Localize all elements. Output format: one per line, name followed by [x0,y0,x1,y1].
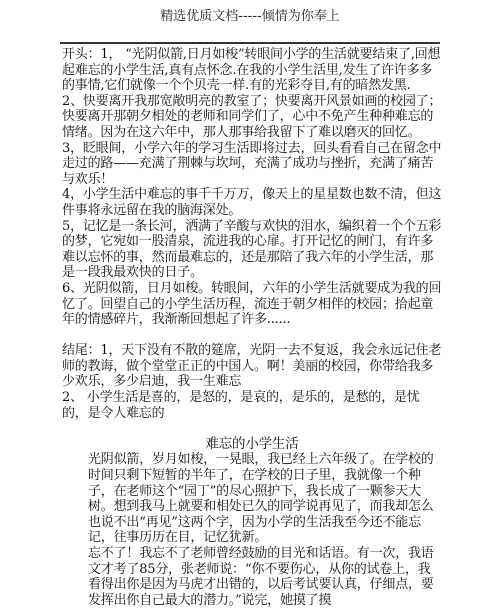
opening-paragraph-2: 2、快要离开我那宽敞明亮的教室了；快要离开风景如画的校园了；快要离开那朝夕相处的老师和同学们了，心中不免产生种种难忘的情绪。因为在这六年中，那人那事给我留下了难以磨灭的回忆。 [62,93,442,140]
opening-paragraph-3: 3，眨眼间，小学六年的学习生活即将过去，回头看看自己在留念中走过的路——充满了荆棘与坎坷，充满了成功与挫折，充满了痛苦与欢乐！ [62,140,442,187]
header-divider [60,42,440,44]
closing-paragraph-1: 结尾：1，天下没有不散的筵席，光阴一去不复返，我会永远记住老师的教诲，做个堂堂正正的中国人。啊！美丽的校园，你带给我多少欢乐，多少启迪，我一生难忘 [62,343,442,390]
opening-paragraph-5: 5，记忆是一条长河，洒满了辛酸与欢快的泪水，编织着一个个五彩的梦，它宛如一股清泉，流进我的心扉。打开记忆的闸门，有许多难以忘怀的事，然而最难忘的，还是那陪了我六年的小学生活，那是一段我最欢快的日子。 [62,218,442,281]
opening-paragraph-4: 4，小学生活中难忘的事千千万万，像天上的星星数也数不清，但这件事将永远留在我的脑海深处。 [62,187,442,218]
header-text: 精选优质文档-----倾情为你奉上 [160,9,340,24]
closing-paragraph-2: 2、 小学生活是喜的，是怒的，是哀的，是乐的，是愁的，是忧的，是令人难忘的 [62,390,420,421]
opening-paragraph-6: 6、光阴似箭，日月如梭。转眼间，六年的小学生活就要成为我的回忆了。回望自己的小学生活历程，流连于朝夕相伴的校园；拾起童年的情感碎片，我渐渐回想起了许多...... [62,280,442,328]
essay-paragraph-1: 光阴似箭，岁月如梭，一晃眼，我已经上六年级了。在学校的时间只剩下短暂的半年了，在学校的日子里，我就像一个种子，在老师这个“园丁”的尽心照护下，我长成了一颗参天大树。想到我马上就要和相处已久的同学说再见了，而我却怎么也说不出“再见”这两个字，因为小学的生活我至今还不能忘记，往事历历在目，记忆犹新。 [88,452,434,546]
section-gap [62,328,442,344]
section-gap [62,421,442,437]
essay-title: 难忘的小学生活 [205,435,299,452]
document-body [62,47,442,608]
opening-paragraph-1: 开头：1， “光阴似箭,日月如梭”转眼间小学的生活就要结束了,回想起难忘的小学生活,真有点怀念.在我的小学生活里,发生了许许多多的事情,它们就像一个个贝壳一样.有的光彩夺目,有的暗然发黑. [62,47,441,94]
page-header [0,0,500,34]
essay-paragraph-2: 忘不了！我忘不了老师曾经鼓励的目光和话语。有一次，我语文才考了85分，张老师说：“你不要伤心，从你的试卷上，我看得出你是因为马虎才出错的，以后考试要认真，仔细点，要发挥出你自己最大的潜力。”说完，她摸了摸 [88,546,434,608]
